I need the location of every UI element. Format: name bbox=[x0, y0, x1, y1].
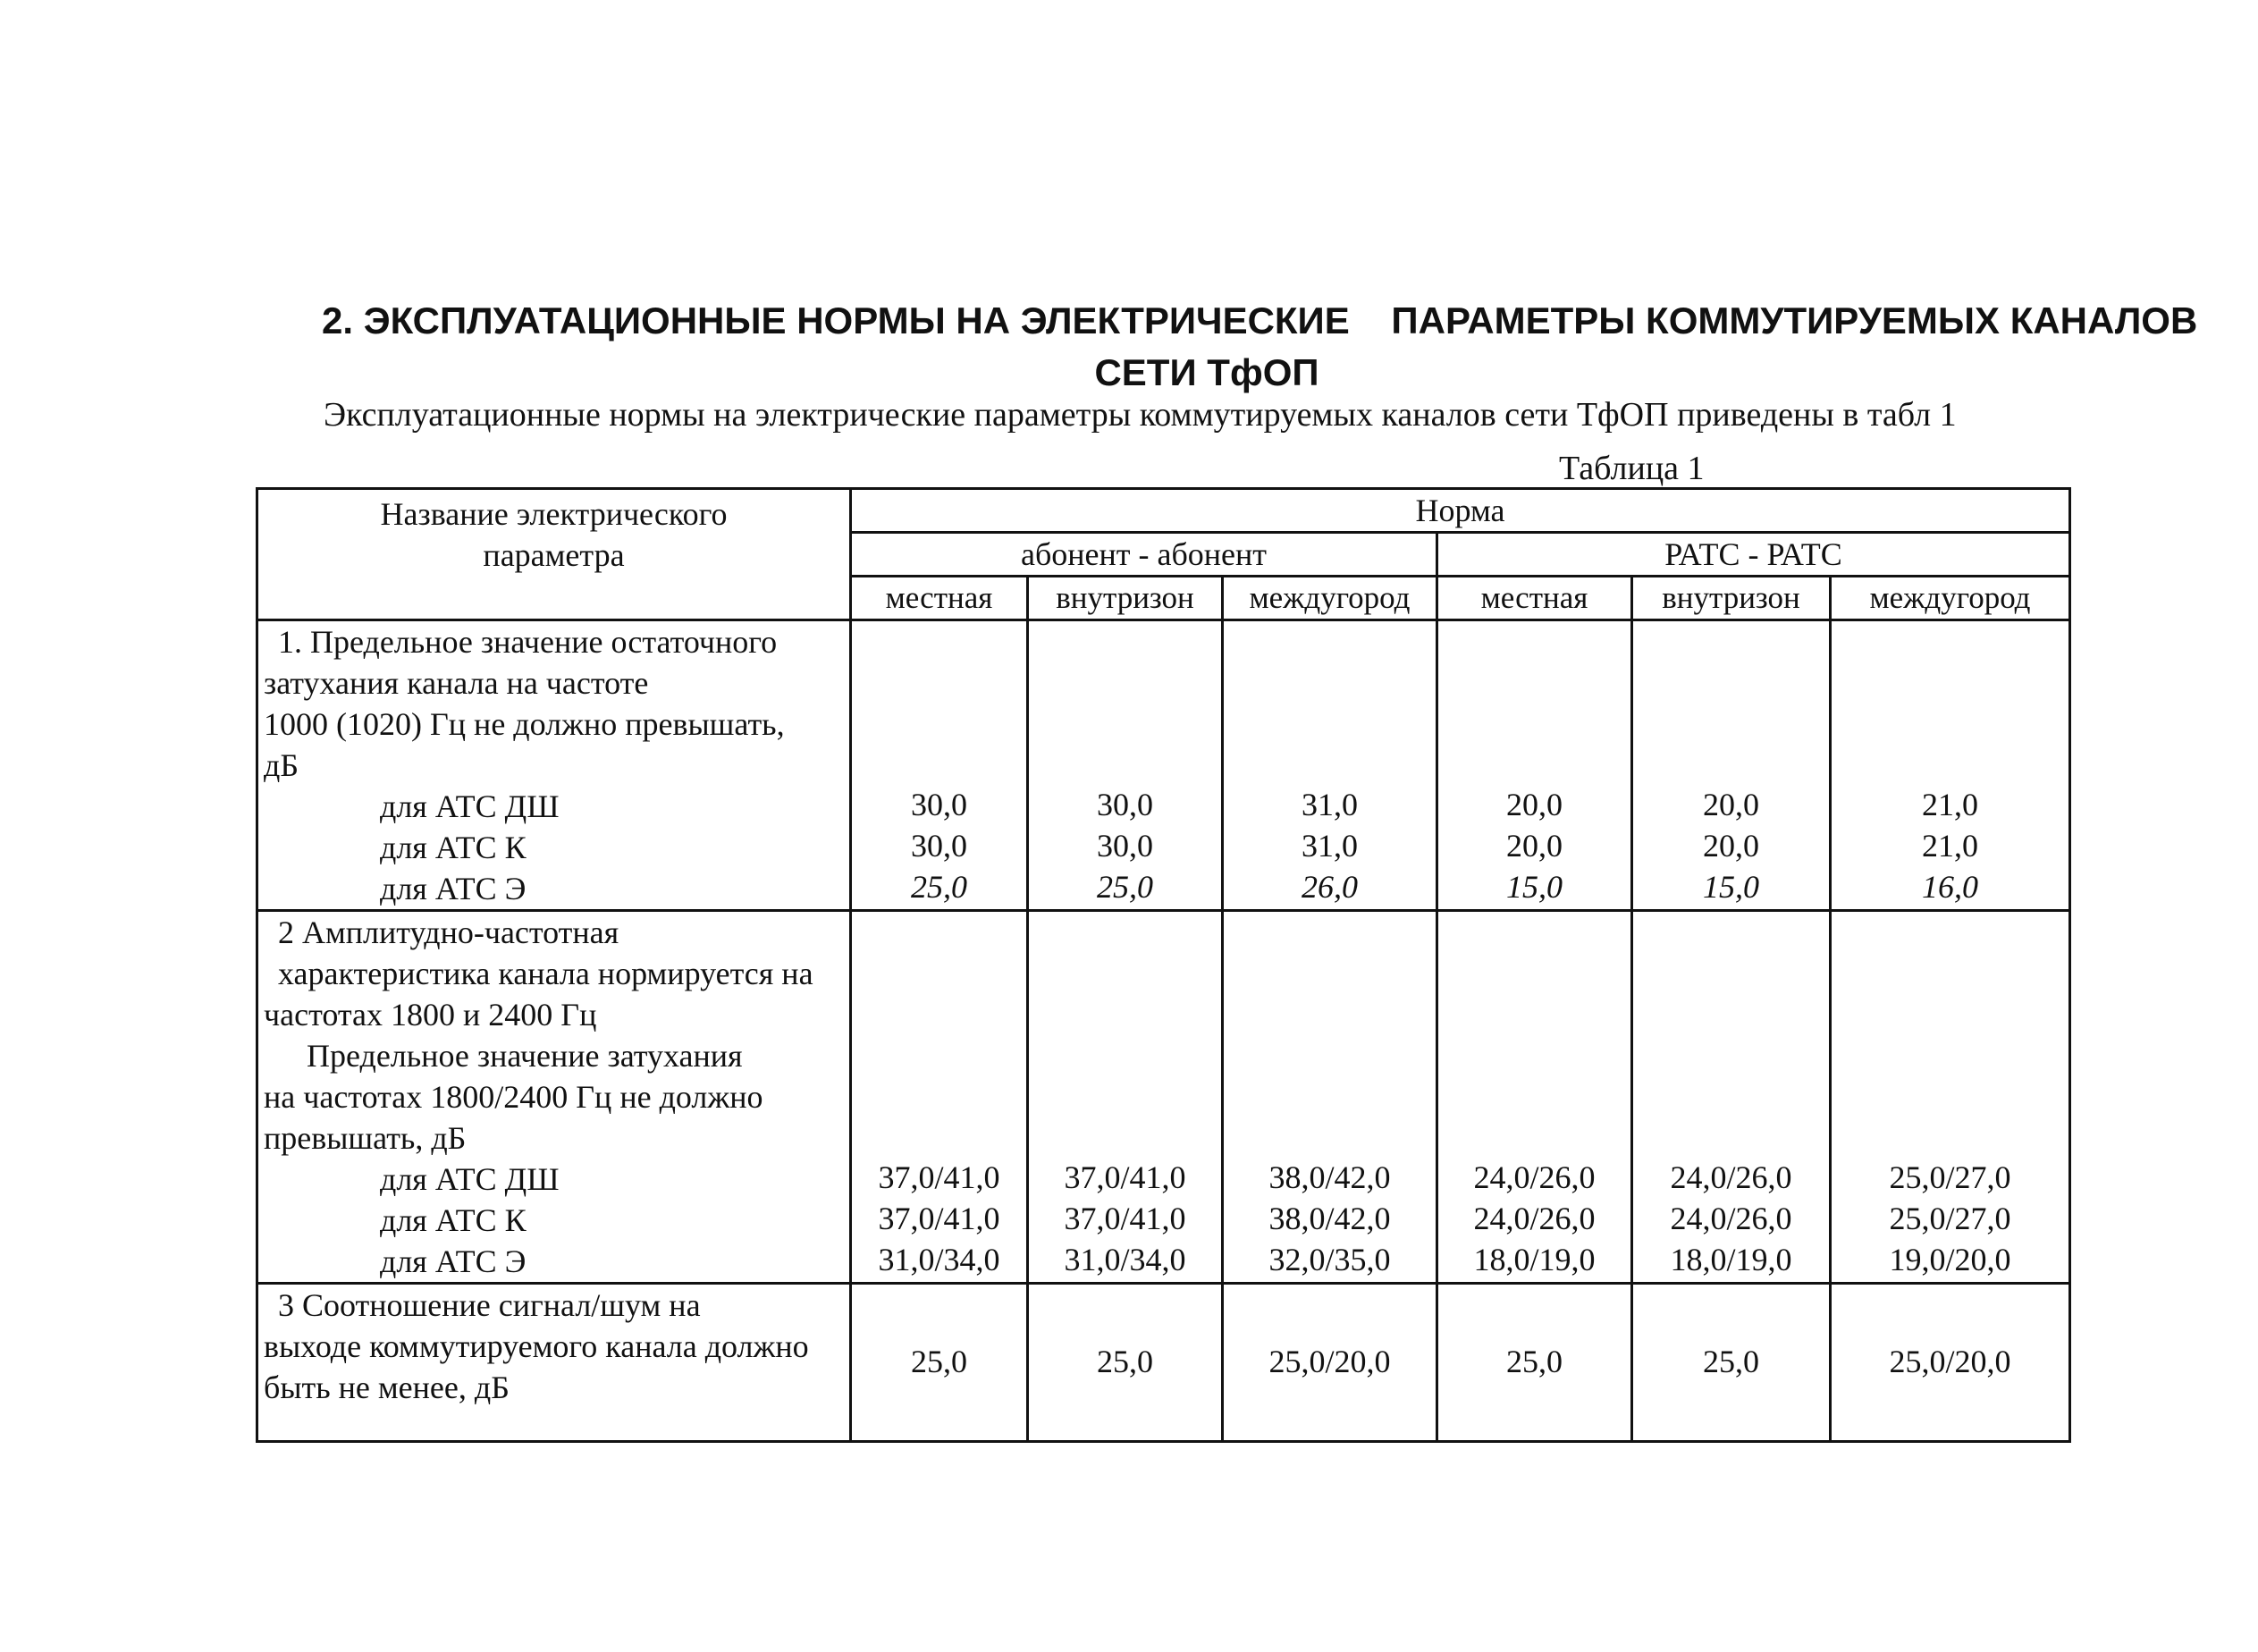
row-2-title-line: Предельное значение затухания bbox=[307, 1038, 743, 1074]
row-3-title-line: 3 Соотношение сигнал/шум на bbox=[278, 1287, 701, 1323]
cell-value: 37,0/41,0 bbox=[1064, 1201, 1186, 1236]
cell-value: 38,0/42,0 bbox=[1268, 1159, 1391, 1195]
row-1-title-line: 1000 (1020) Гц не должно превышать, bbox=[264, 706, 785, 742]
cell-value: 37,0/41,0 bbox=[878, 1159, 1000, 1195]
row-1-atc-label: для АТС ДШ bbox=[380, 788, 560, 824]
row-2-atc-label: для АТС К bbox=[380, 1202, 527, 1238]
col-header-intrazone-2: внутризон bbox=[1632, 577, 1831, 620]
cell-value: 30,0 bbox=[911, 787, 967, 822]
row-1-values-col-5 bbox=[1632, 620, 1831, 911]
cell-value: 25,0 bbox=[1703, 1344, 1759, 1379]
col-header-longdistance-2: междугород bbox=[1831, 577, 2070, 620]
cell-value: 38,0/42,0 bbox=[1268, 1201, 1391, 1236]
row-1-title-line: 1. Предельное значение остаточного bbox=[278, 624, 778, 660]
row-2-title-line: 2 Амплитудно-частотная bbox=[278, 914, 619, 950]
heading-line-2: СЕТИ ТфОП bbox=[1094, 351, 1319, 393]
cell-value: 18,0/19,0 bbox=[1670, 1242, 1792, 1277]
col-header-longdistance-1: междугород bbox=[1223, 577, 1437, 620]
cell-value: 25,0 bbox=[1506, 1344, 1563, 1379]
cell-value: 31,0 bbox=[1302, 828, 1358, 864]
row-1-values-col-1 bbox=[851, 620, 1028, 911]
cell-value: 25,0/20,0 bbox=[1268, 1344, 1391, 1379]
row-2-title-line: частотах 1800 и 2400 Гц bbox=[264, 997, 597, 1032]
cell-value: 24,0/26,0 bbox=[1473, 1159, 1596, 1195]
group-rats-header: РАТС - РАТС bbox=[1437, 533, 2070, 577]
row-2-atc-label: для АТС ДШ bbox=[380, 1161, 560, 1197]
row-2-values-col-2 bbox=[1028, 911, 1223, 1284]
cell-value: 18,0/19,0 bbox=[1473, 1242, 1596, 1277]
cell-value: 25,0 bbox=[911, 1344, 967, 1379]
param-header-line-1: Название электрического bbox=[380, 496, 728, 532]
cell-value: 20,0 bbox=[1703, 828, 1759, 864]
cell-value: 37,0/41,0 bbox=[878, 1201, 1000, 1236]
cell-value: 21,0 bbox=[1922, 787, 1979, 822]
cell-value: 25,0 bbox=[911, 869, 967, 905]
table-row bbox=[257, 620, 2070, 911]
col-header-intrazone-1: внутризон bbox=[1028, 577, 1223, 620]
cell-value: 25,0 bbox=[1097, 869, 1153, 905]
param-header-line-2: параметра bbox=[483, 537, 625, 573]
cell-value: 20,0 bbox=[1703, 787, 1759, 822]
row-2-title bbox=[257, 911, 851, 1284]
row-3-value-col-4 bbox=[1437, 1284, 1632, 1442]
row-3-value-col-6 bbox=[1831, 1284, 2070, 1442]
col-header-local-2: местная bbox=[1437, 577, 1632, 620]
cell-value: 21,0 bbox=[1922, 828, 1979, 864]
row-3-title-line: выходе коммутируемого канала должно bbox=[264, 1328, 809, 1364]
cell-value: 15,0 bbox=[1703, 869, 1759, 905]
cell-value: 30,0 bbox=[911, 828, 967, 864]
row-1-title-line: затухания канала на частоте bbox=[264, 665, 649, 701]
row-1-values-col-3 bbox=[1223, 620, 1437, 911]
col-header-local-1: местная bbox=[851, 577, 1028, 620]
row-2-title-line: на частотах 1800/2400 Гц не должно bbox=[264, 1079, 763, 1115]
cell-value: 20,0 bbox=[1506, 787, 1563, 822]
row-2-title-line: характеристика канала нормируется на bbox=[278, 956, 813, 991]
table-row bbox=[257, 1284, 2070, 1442]
cell-value: 24,0/26,0 bbox=[1473, 1201, 1596, 1236]
section-heading bbox=[322, 295, 2198, 399]
cell-value: 24,0/26,0 bbox=[1670, 1159, 1792, 1195]
row-3-value-col-1 bbox=[851, 1284, 1028, 1442]
row-2-values-col-5 bbox=[1632, 911, 1831, 1284]
cell-value: 20,0 bbox=[1506, 828, 1563, 864]
row-1-atc-label: для АТС К bbox=[380, 830, 527, 865]
cell-value: 15,0 bbox=[1506, 869, 1563, 905]
row-2-values-col-4 bbox=[1437, 911, 1632, 1284]
row-1-values-col-2 bbox=[1028, 620, 1223, 911]
row-2-title-line: превышать, дБ bbox=[264, 1120, 467, 1156]
cell-value: 26,0 bbox=[1302, 869, 1358, 905]
norms-table bbox=[256, 487, 2071, 1443]
cell-value: 31,0/34,0 bbox=[878, 1242, 1000, 1277]
table-caption: Таблица 1 bbox=[1559, 450, 1705, 487]
param-name-header bbox=[257, 489, 851, 620]
table-row bbox=[257, 911, 2070, 1284]
row-1-atc-label: для АТС Э bbox=[380, 871, 527, 906]
cell-value: 30,0 bbox=[1097, 828, 1153, 864]
row-2-values-col-3 bbox=[1223, 911, 1437, 1284]
cell-value: 25,0/20,0 bbox=[1889, 1344, 2011, 1379]
cell-value: 25,0/27,0 bbox=[1889, 1201, 2011, 1236]
cell-value: 30,0 bbox=[1097, 787, 1153, 822]
cell-value: 31,0 bbox=[1302, 787, 1358, 822]
row-3-value-col-5 bbox=[1632, 1284, 1831, 1442]
cell-value: 32,0/35,0 bbox=[1268, 1242, 1391, 1277]
group-subscriber-header: абонент - абонент bbox=[851, 533, 1437, 577]
cell-value: 16,0 bbox=[1922, 869, 1979, 905]
cell-value: 25,0 bbox=[1097, 1344, 1153, 1379]
cell-value: 24,0/26,0 bbox=[1670, 1201, 1792, 1236]
intro-paragraph: Эксплуатационные нормы на электрические параметры коммутируемых каналов сети ТфОП приведены в табл 1 bbox=[324, 396, 1957, 434]
row-2-atc-label: для АТС Э bbox=[380, 1243, 527, 1279]
cell-value: 25,0/27,0 bbox=[1889, 1159, 2011, 1195]
cell-value: 31,0/34,0 bbox=[1064, 1242, 1186, 1277]
row-2-values-col-1 bbox=[851, 911, 1028, 1284]
cell-value: 19,0/20,0 bbox=[1889, 1242, 2011, 1277]
row-3-value-col-3 bbox=[1223, 1284, 1437, 1442]
row-3-title bbox=[257, 1284, 851, 1442]
norma-header: Норма bbox=[851, 489, 2070, 533]
cell-value: 37,0/41,0 bbox=[1064, 1159, 1186, 1195]
row-1-values-col-4 bbox=[1437, 620, 1632, 911]
row-1-title-line: дБ bbox=[264, 747, 299, 783]
row-2-values-col-6 bbox=[1831, 911, 2070, 1284]
heading-line-1: 2. ЭКСПЛУАТАЦИОННЫЕ НОРМЫ НА ЭЛЕКТРИЧЕСКИЕ ПАРАМЕТРЫ КОММУТИРУЕМЫХ КАНАЛОВ bbox=[322, 299, 2198, 341]
row-3-value-col-2 bbox=[1028, 1284, 1223, 1442]
row-3-title-line: быть не менее, дБ bbox=[264, 1370, 510, 1405]
row-1-values-col-6 bbox=[1831, 620, 2070, 911]
row-1-title bbox=[257, 620, 851, 911]
